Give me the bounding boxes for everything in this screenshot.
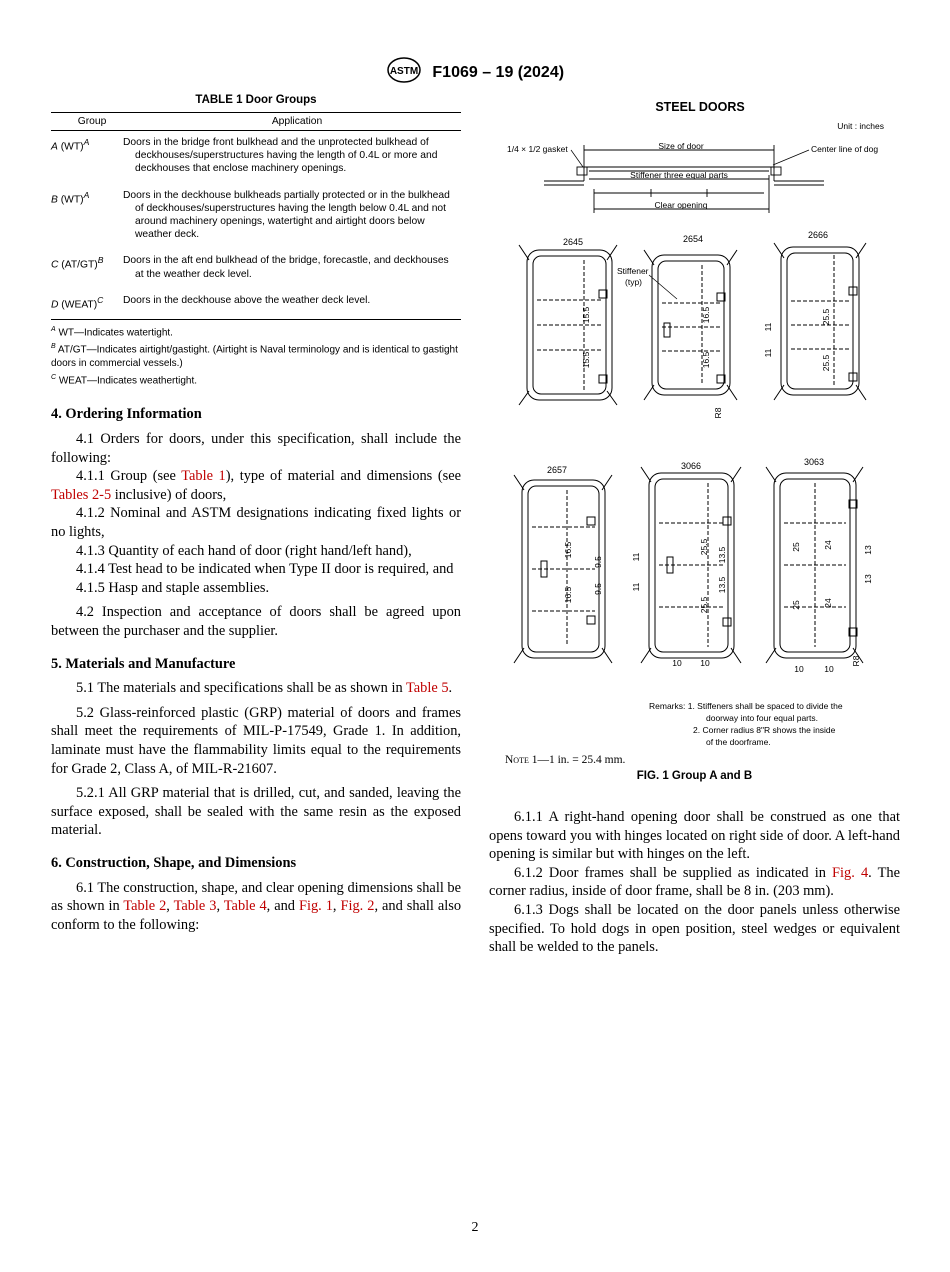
paragraph: 5.2.1 All GRP material that is drilled, cut, and sanded, leaving the surface exposed, shall be sealed with the same resin as the exposed material. bbox=[51, 785, 461, 839]
remarks-line: of the doorframe. bbox=[706, 737, 771, 745]
paragraph: 4.1.1 Group (see Table 1), type of material and dimensions (see Tables 2-5 inclusive) of doors, bbox=[51, 468, 461, 503]
left-column bbox=[51, 92, 461, 934]
group-cell: D (WEAT)$^C$ bbox=[51, 289, 133, 320]
fig2-link[interactable]: Fig. 2 bbox=[340, 898, 375, 915]
table3-link[interactable]: Table 3 bbox=[173, 898, 217, 915]
dim-label: 16.5 bbox=[563, 586, 573, 604]
paragraph: 6.1.2 Door frames shall be supplied as indicated in Fig. 4. The corner radius, inside of door frame, shall be 8 in. (203 mm). bbox=[489, 864, 901, 900]
section-heading: 4. Ordering Information bbox=[51, 406, 202, 423]
table-row bbox=[51, 249, 461, 288]
footnote: $^B$ AT/GT—Indicates airtight/gastight. (Airtight is Naval terminology and is identical to gastight doors in commercial vessels.) bbox=[51, 343, 458, 370]
dim-label: 11 bbox=[631, 582, 641, 592]
section-heading: 6. Construction, Shape, and Dimensions bbox=[51, 854, 297, 871]
document-designation: F1069 – 19 (2024) bbox=[432, 63, 565, 81]
group-cell: A (WT)$^A$ bbox=[51, 137, 90, 153]
paragraph: 4.2 Inspection and acceptance of doors shall be agreed upon between the purchaser and the supplier. bbox=[51, 604, 461, 639]
dim-label: 13 bbox=[863, 545, 873, 555]
dim-label: 16.5 bbox=[701, 351, 711, 369]
size-of-door-label: Size of door bbox=[658, 141, 704, 151]
stiffener-typ-label-2: (typ) bbox=[625, 277, 642, 287]
section-heading: 5. Materials and Manufacture bbox=[51, 655, 236, 672]
dim-label: 25 bbox=[791, 542, 801, 552]
application-cell: Doors in the aft end bulkhead of the bridge, forecastle, and deckhouses at the weather deck level. bbox=[123, 255, 449, 280]
door-2666 bbox=[774, 243, 866, 400]
remarks-line: doorway into four equal parts. bbox=[706, 713, 818, 723]
table1-link[interactable]: Table 1 bbox=[181, 468, 226, 485]
door-2654 bbox=[644, 250, 737, 400]
paragraph: 6.1 The construction, shape, and clear opening dimensions shall be as shown in Table 2, Table 3, Table 4, and Fig. 1, Fig. 2, and shall also conform to the following: bbox=[51, 879, 462, 933]
gasket-label: 1/4 × 1/2 gasket bbox=[507, 144, 568, 154]
col-header-group: Group bbox=[51, 113, 133, 131]
table2-link[interactable]: Table 2 bbox=[123, 898, 167, 915]
door-groups-table bbox=[51, 112, 461, 320]
door-2657 bbox=[514, 475, 612, 663]
dim-label: 16.5 bbox=[701, 306, 711, 324]
dim-label: 13.5 bbox=[717, 546, 727, 564]
door-3063 bbox=[766, 467, 863, 663]
door-3063-label: 3063 bbox=[803, 457, 825, 467]
figure-caption: FIG. 1 Group A and B bbox=[636, 770, 753, 782]
dim-label: 13.5 bbox=[717, 576, 727, 594]
paragraph: 6.1.1 A right-hand opening door shall be construed as one that opens toward you with hinges located on right side of door. A left-hand opening is similar but with hinges on the left. bbox=[489, 809, 900, 863]
door-2666-label: 2666 bbox=[807, 230, 829, 240]
table-row bbox=[51, 289, 461, 320]
right-column-text bbox=[489, 808, 900, 957]
paragraph: 4.1.4 Test head to be indicated when Type II door is required, and bbox=[76, 561, 454, 578]
door-3066-label: 3066 bbox=[680, 461, 702, 471]
figure-note: Note 1—1 in. = 25.4 mm. bbox=[505, 754, 626, 766]
fig1-link[interactable]: Fig. 1 bbox=[298, 898, 333, 915]
dim-label: 15.5 bbox=[581, 306, 591, 324]
group-cell: C $(AT/GT)^B$ bbox=[51, 255, 104, 271]
center-line-label: Center line of dog bbox=[811, 144, 879, 154]
paragraph: 4.1.5 Hasp and staple assemblies. bbox=[76, 579, 270, 596]
table-header-row bbox=[51, 113, 461, 131]
dim-label: 25.5 bbox=[699, 596, 709, 614]
application-cell: Doors in the deckhouse above the weather deck level. bbox=[133, 289, 461, 320]
dim-label: 25.5 bbox=[821, 308, 831, 326]
table1-title: TABLE 1 Door Groups bbox=[195, 94, 317, 106]
footnote: $^A$ WT—Indicates watertight. bbox=[51, 326, 173, 339]
fig4-link[interactable]: Fig. 4 bbox=[832, 864, 869, 881]
paragraph: 4.1.3 Quantity of each hand of door (right hand/left hand), bbox=[76, 542, 412, 559]
paragraph: 4.1.2 Nominal and ASTM designations indicating fixed lights or no lights, bbox=[51, 505, 461, 540]
dim-label: 25.5 bbox=[821, 354, 831, 372]
dim-label: 25.5 bbox=[699, 538, 709, 556]
dim-label: 10 bbox=[794, 664, 804, 674]
door-2645 bbox=[519, 245, 617, 405]
dim-label: 13 bbox=[863, 574, 873, 584]
group-cell: B (WT)$^A$ bbox=[51, 189, 90, 206]
paragraph: 5.1 The materials and specifications shall be as shown in Table 5. bbox=[76, 680, 453, 697]
dim-label: 9.5 bbox=[593, 556, 603, 568]
application-cell: Doors in the bridge front bulkhead and the unprotected bulkhead of deckhouses/superstructures having the length of 0.4L or more and deckhouses that enclose machinery openings. bbox=[123, 137, 438, 175]
door-2657-label: 2657 bbox=[546, 465, 568, 475]
dim-label: 24 bbox=[823, 598, 833, 608]
table4-link[interactable]: Table 4 bbox=[223, 898, 267, 915]
dim-label: 10 bbox=[824, 664, 834, 674]
application-cell: Doors in the deckhouse bulkheads partially protected or in the bulkhead of deckhouses/superstructures having the length below 0.4L and not around machinery openings, watertight and airtight doors below weather deck. bbox=[123, 189, 450, 241]
dim-label: 10 bbox=[672, 658, 682, 668]
radius-label: R8 bbox=[851, 655, 861, 667]
steel-doors-figure bbox=[489, 95, 900, 745]
dim-label: 15.5 bbox=[581, 351, 591, 369]
dim-label: 24 bbox=[823, 540, 833, 550]
page-number: 2 bbox=[471, 1220, 479, 1235]
table-footnotes bbox=[51, 323, 461, 387]
stiffener-parts-label: Stiffener three equal parts bbox=[630, 170, 728, 180]
stiffener-typ-label: Stiffener bbox=[617, 266, 649, 276]
table-row bbox=[51, 184, 461, 250]
table5-link[interactable]: Table 5 bbox=[405, 680, 449, 697]
dim-label: 9.5 bbox=[593, 583, 603, 595]
door-2645-label: 2645 bbox=[562, 237, 584, 247]
door-2654-label: 2654 bbox=[682, 234, 704, 244]
section-4 bbox=[51, 405, 461, 934]
astm-logo-icon bbox=[386, 57, 422, 88]
remarks-line: Remarks: 1. Stiffeners shall be spaced to divide the bbox=[649, 701, 843, 711]
svg-text:ASTM: ASTM bbox=[389, 66, 419, 77]
dim-label: 10 bbox=[700, 658, 710, 668]
dim-label: 25 bbox=[791, 600, 801, 610]
dim-label: 16.5 bbox=[563, 541, 573, 559]
col-header-application: Application bbox=[133, 113, 461, 131]
figure-title: STEEL DOORS bbox=[655, 100, 745, 114]
door-3066 bbox=[641, 467, 741, 663]
page-header bbox=[0, 57, 950, 88]
clear-opening-label: Clear opening bbox=[654, 200, 708, 210]
paragraph: 5.2 Glass-reinforced plastic (GRP) material of doors and frames shall meet the requirements of MIL-P-17549, Grade 1. In addition, laminate must have the flammability limits equal to the requirements for Grade 2, Class A, of MIL-R-21607. bbox=[51, 704, 461, 777]
paragraph: 4.1 Orders for doors, under this specification, shall include the following: bbox=[51, 431, 461, 466]
remarks-line: 2. Corner radius 8"R shows the inside bbox=[693, 725, 836, 735]
paragraph: 6.1.3 Dogs shall be located on the door panels unless otherwise specified. To hold dogs in open position, steel wedges or equivalent shall be welded to the panels. bbox=[489, 901, 900, 956]
table-row bbox=[51, 131, 461, 184]
dim-label: 11 bbox=[631, 552, 641, 562]
dim-label: 11 bbox=[763, 322, 773, 332]
tables-2-5-link[interactable]: Tables 2-5 bbox=[51, 486, 112, 503]
footnote: $^C$ WEAT—Indicates weathertight. bbox=[51, 373, 198, 386]
radius-label: R8 bbox=[713, 407, 723, 419]
dim-label: 11 bbox=[763, 348, 773, 358]
unit-label: Unit : inches bbox=[837, 121, 884, 131]
